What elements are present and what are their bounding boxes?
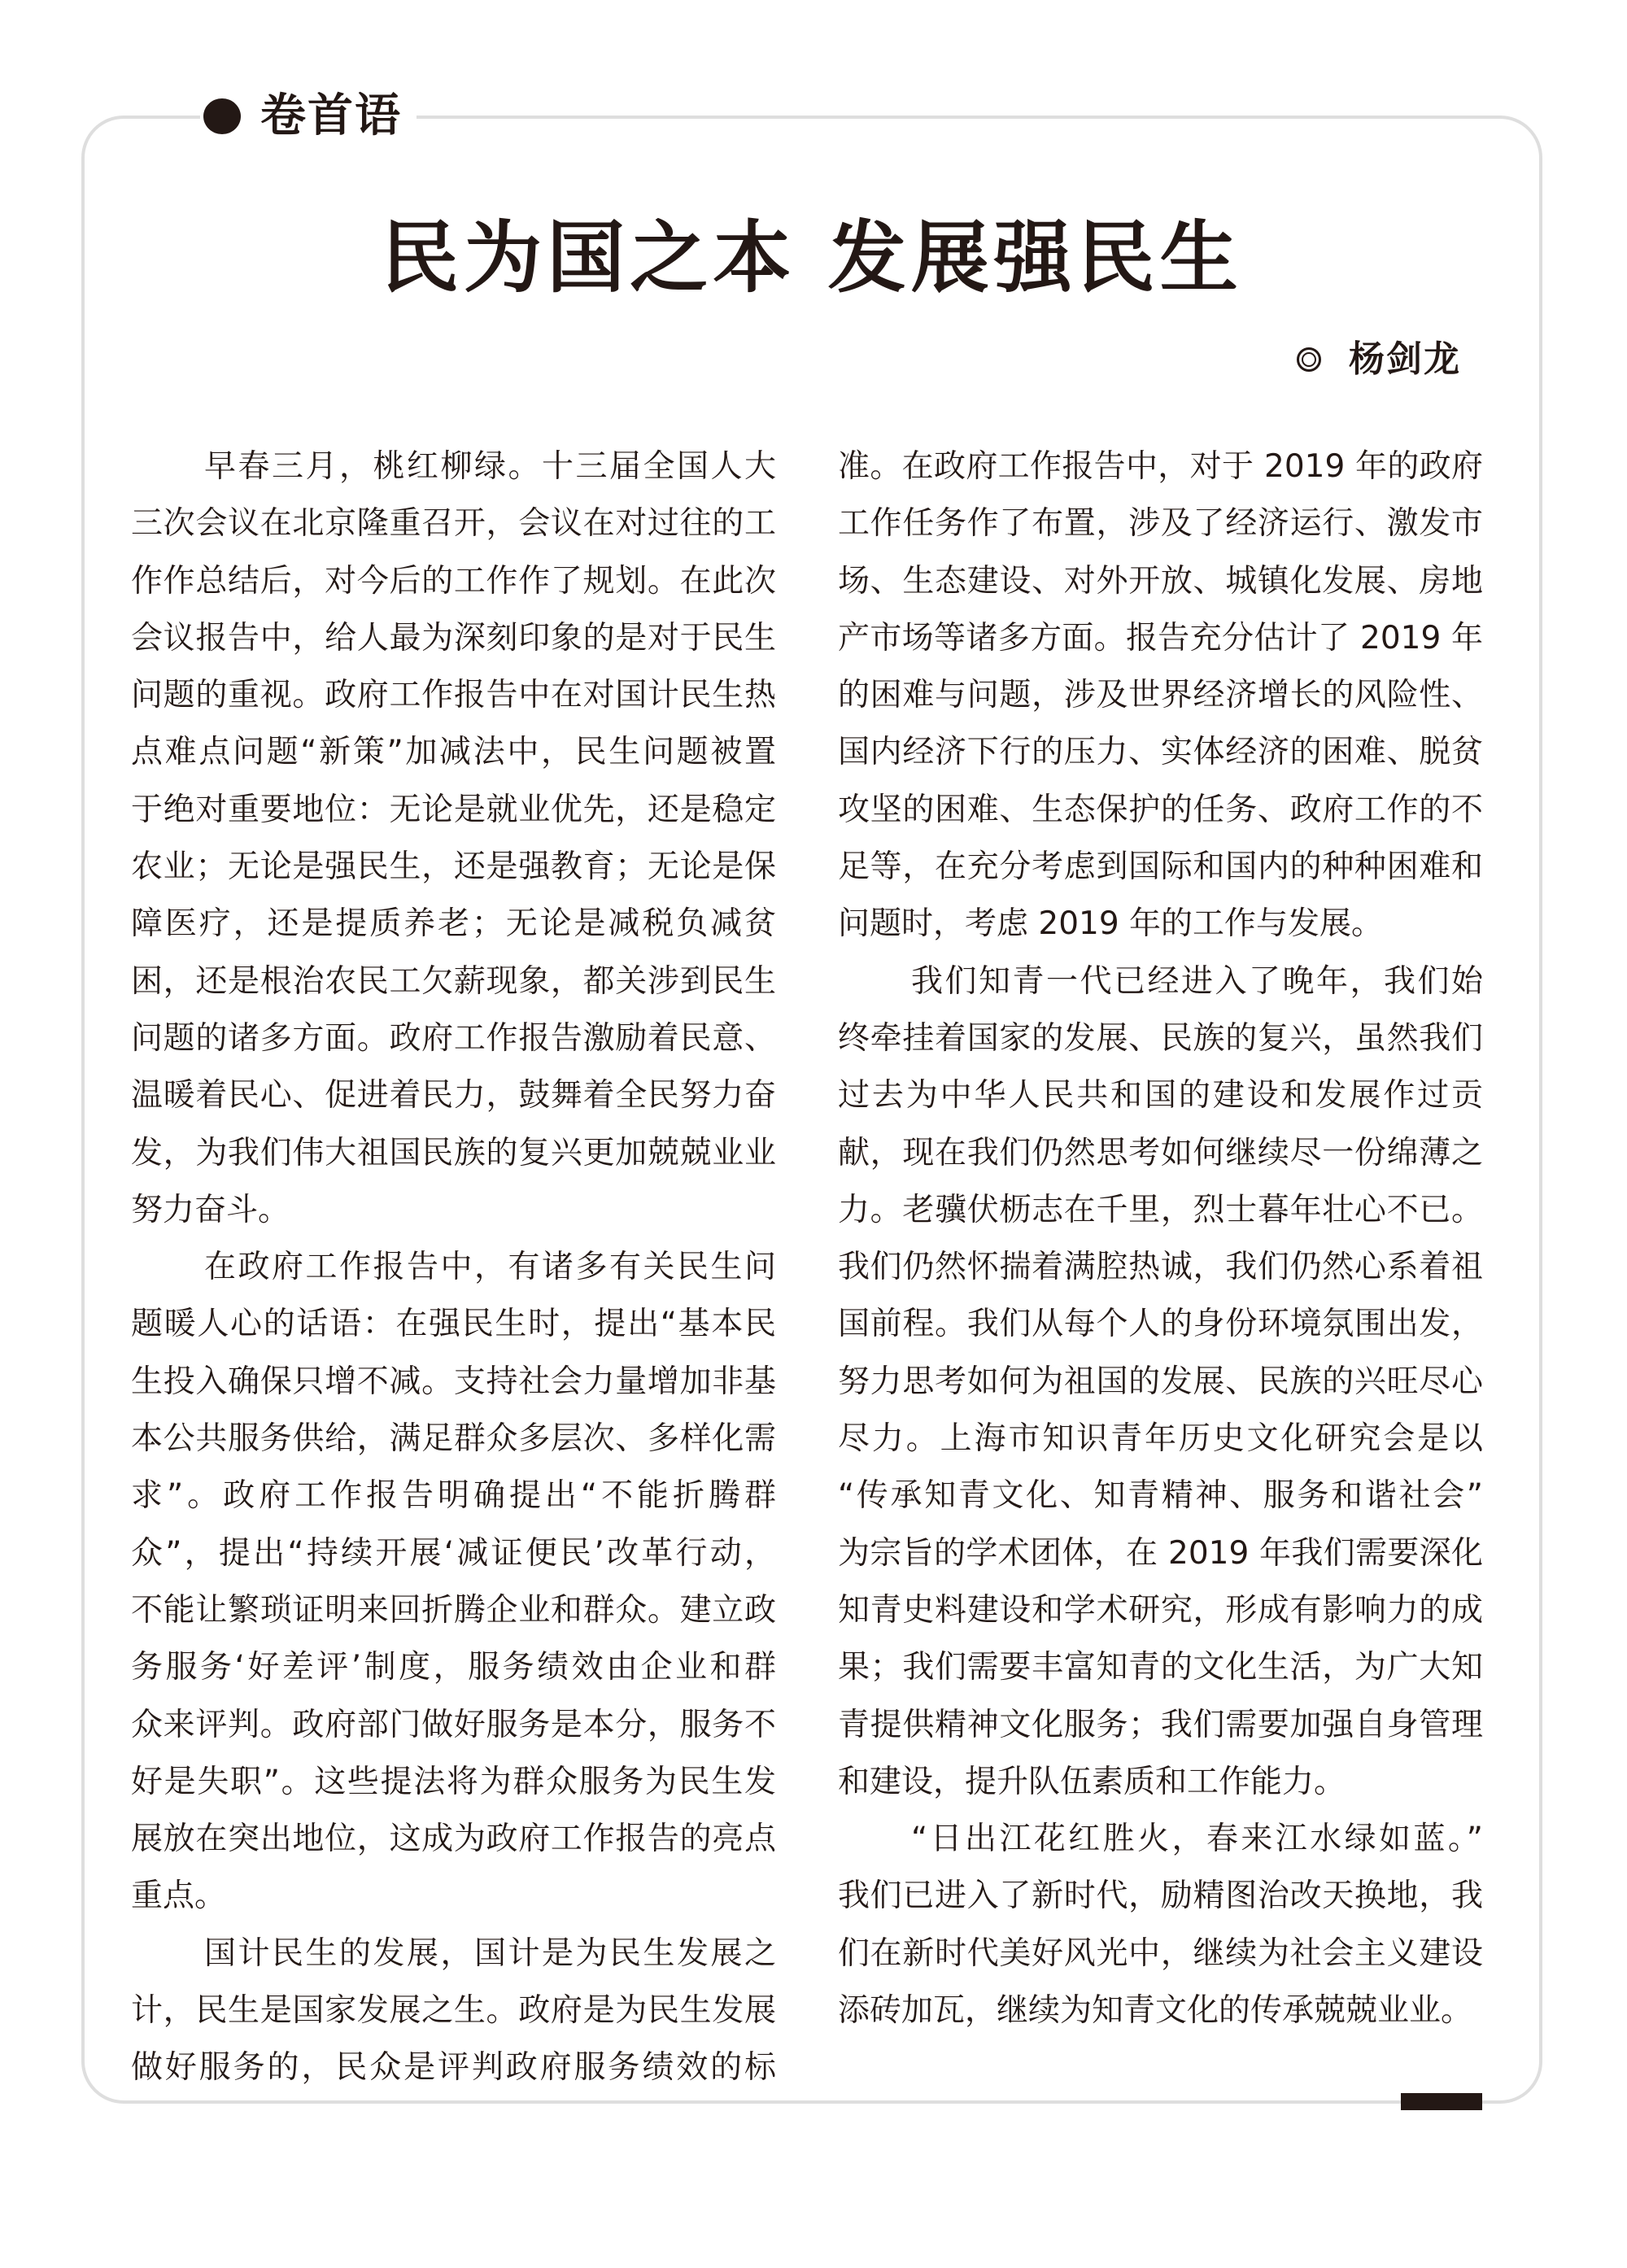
text-line: 会议报告中，给人最为深刻印象的是对于民生 (131, 619, 776, 656)
text-line: 为宗旨的学术团体，在 2019 年我们需要深化 (838, 1534, 1483, 1572)
text-line: 困，还是根治农民工欠薪现象，都关涉到民生 (131, 962, 776, 1000)
text-line: 产市场等诸多方面。报告充分估计了 2019 年 (838, 619, 1483, 656)
text-line: 展放在突出地位，这成为政府工作报告的亮点 (131, 1821, 776, 1858)
text-line: 果；我们需要丰富知青的文化生活，为广大知 (838, 1649, 1483, 1686)
double-circle-icon (1297, 347, 1321, 372)
text-line: 问题的重视。政府工作报告中在对国计民生热 (131, 677, 776, 714)
text-line: 国前程。我们从每个人的身份环境氛围出发， (838, 1306, 1483, 1343)
text-line: 于绝对重要地位：无论是就业优先，还是稳定 (131, 791, 776, 828)
section-tag (200, 88, 417, 145)
text-line: 国计民生的发展，国计是为民生发展之 (204, 1934, 776, 1972)
text-line: 足等，在充分考虑到国际和国内的种种困难和 (838, 848, 1483, 886)
text-line: 不能让繁琐证明来回折腾企业和群众。建立政 (131, 1591, 776, 1629)
text-line: “传承知青文化、知青精神、服务和谐社会” (838, 1477, 1483, 1515)
text-line: 尽力。上海市知识青年历史文化研究会是以 (838, 1420, 1483, 1458)
text-line: 三次会议在北京隆重召开，会议在对过往的工 (131, 505, 776, 543)
text-line: 障医疗，还是提质养老；无论是减税负减贫 (131, 905, 776, 943)
text-line: 温暖着民心、促进着民力，鼓舞着全民努力奋 (131, 1077, 776, 1114)
body-column-left (131, 438, 776, 2097)
text-line: 本公共服务供给，满足群众多层次、多样化需 (131, 1420, 776, 1458)
text-line: 知青史料建设和学术研究，形成有影响力的成 (838, 1591, 1483, 1629)
text-line: 过去为中华人民共和国的建设和发展作过贡 (838, 1077, 1483, 1114)
section-label: 卷首语 (260, 89, 402, 142)
text-line: 国内经济下行的压力、实体经济的困难、脱贫 (838, 734, 1483, 771)
text-line: 众”，提出“持续开展‘减证便民’改革行动， (131, 1534, 776, 1572)
bullet-dot-icon (203, 98, 241, 134)
text-line: 务服务‘好差评’制度，服务绩效由企业和群 (131, 1649, 776, 1686)
body-column-right (838, 438, 1483, 2039)
text-line: 场、生态建设、对外开放、城镇化发展、房地 (838, 562, 1483, 600)
text-line: 点难点问题“新策”加减法中，民生问题被置 (131, 734, 776, 771)
text-line: 我们仍然怀揣着满腔热诚，我们仍然心系着祖 (838, 1249, 1483, 1286)
text-line: 攻坚的困难、生态保护的任务、政府工作的不 (838, 791, 1483, 828)
text-line: 青提供精神文化服务；我们需要加强自身管理 (838, 1706, 1483, 1743)
text-line: 发，为我们伟大祖国民族的复兴更加兢兢业业 (131, 1134, 776, 1171)
text-line: 计，民生是国家发展之生。政府是为民生发展 (131, 1992, 776, 2030)
text-line: 在政府工作报告中，有诸多有关民生问 (204, 1249, 776, 1286)
text-line: 我们已进入了新时代，励精图治改天换地，我 (838, 1878, 1483, 1915)
text-line: 问题时，考虑 2019 年的工作与发展。 (838, 905, 1384, 943)
text-line: 问题的诸多方面。政府工作报告激励着民意、 (131, 1019, 776, 1057)
page-marker-bar (1401, 2093, 1482, 2110)
text-line: 好是失职”。这些提法将为群众服务为民生发 (131, 1763, 776, 1800)
text-line: 努力奋斗。 (131, 1191, 290, 1228)
text-line: 努力思考如何为祖国的发展、民族的兴旺尽心 (838, 1363, 1483, 1400)
text-line: 献，现在我们仍然思考如何继续尽一份绵薄之 (838, 1134, 1483, 1171)
text-line: 生投入确保只增不减。支持社会力量增加非基 (131, 1363, 776, 1400)
text-line: 早春三月，桃红柳绿。十三届全国人大 (204, 448, 776, 485)
text-line: 做好服务的，民众是评判政府服务绩效的标 (131, 2049, 776, 2087)
text-line: 添砖加瓦，继续为知青文化的传承兢兢业业。 (838, 1992, 1473, 2030)
text-line: 题暖人心的话语：在强民生时，提出“基本民 (131, 1306, 776, 1343)
author-name: 杨剑龙 (1349, 338, 1461, 380)
text-line: 重点。 (131, 1878, 227, 1915)
text-line: 力。老骥伏枥志在千里，烈士暮年壮心不已。 (838, 1191, 1483, 1228)
text-line: 的困难与问题，涉及世界经济增长的风险性、 (838, 677, 1483, 714)
text-line: 众来评判。政府部门做好服务是本分，服务不 (131, 1706, 776, 1743)
text-line: 和建设，提升队伍素质和工作能力。 (838, 1763, 1346, 1800)
text-line: 准。在政府工作报告中，对于 2019 年的政府 (838, 448, 1483, 485)
text-line: 们在新时代美好风光中，继续为社会主义建设 (838, 1934, 1483, 1972)
byline (1297, 335, 1461, 384)
text-line: “日出江花红胜火，春来江水绿如蓝。” (911, 1821, 1483, 1858)
text-line: 我们知青一代已经进入了晚年，我们始 (911, 962, 1483, 1000)
text-line: 终牵挂着国家的发展、民族的复兴，虽然我们 (838, 1019, 1483, 1057)
text-line: 求”。政府工作报告明确提出“不能折腾群 (131, 1477, 776, 1515)
text-line: 工作任务作了布置，涉及了经济运行、激发市 (838, 505, 1483, 543)
article-title: 民为国之本 发展强民生 (381, 212, 1243, 303)
text-line: 农业；无论是强民生，还是强教育；无论是保 (131, 848, 776, 886)
text-line: 作作总结后，对今后的工作作了规划。在此次 (131, 562, 776, 600)
